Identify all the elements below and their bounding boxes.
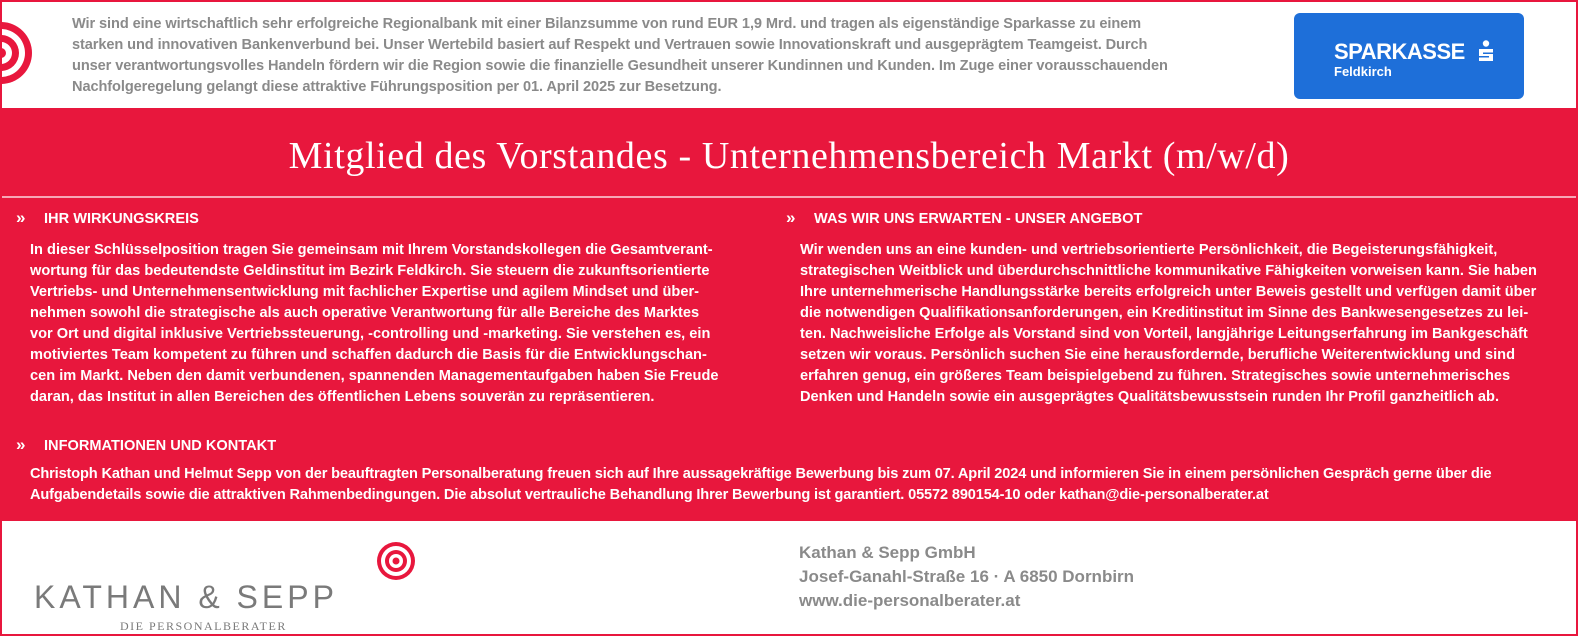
body-line: Christoph Kathan und Helmut Sepp von der beauftragten Personalberatung freuen sich auf Ihre aussagekräftige Bewerbung bis zum 07. April 2024 und informieren Sie in einem persönlichen Gespräch gerne über die xyxy=(30,466,1492,482)
intro-text xyxy=(72,14,1272,98)
section-heading-angebot xyxy=(786,208,1142,228)
title-band xyxy=(2,108,1576,198)
logo-sub: Feldkirch xyxy=(1334,64,1392,79)
body-line: Ihre unternehmerische Handlungsstärke bereits erfolgreich unter Beweis gestellt und verfügen damit über xyxy=(800,284,1537,300)
body-line: In dieser Schlüsselposition tragen Sie gemeinsam mit Ihrem Vorstandskollegen die Gesamtverant- xyxy=(30,242,713,258)
body-line: daran, das Institut in allen Bereichen des öffentlichen Lebens souverän zu repräsentieren. xyxy=(30,389,655,405)
body-line: wortung für das bedeutendste Geldinstitut im Bezirk Feldkirch. Sie steuern die zukunftsorientierte xyxy=(30,263,710,279)
company-address xyxy=(799,541,1134,613)
heading-text: INFORMATIONEN UND KONTAKT xyxy=(44,438,277,454)
section-body-wirkungskreis xyxy=(30,240,780,408)
intro-line: Nachfolgeregelung gelangt diese attraktive Führungsposition per 01. April 2025 zur Besetzung. xyxy=(72,79,722,95)
footer xyxy=(2,521,1576,634)
company-tagline: DIE PERSONALBERATER xyxy=(120,619,287,633)
sparkasse-logo xyxy=(1294,13,1524,99)
body-line: erfahren genug, ein größeres Team beispielgebend zu führen. Strategisches sowie unternehmerisches xyxy=(800,368,1511,384)
body-line: Denken und Handeln sowie ein ausgeprägtes Qualitätsbewusstsein runden Ihr Profil ganzheitlich ab. xyxy=(800,389,1500,405)
body-line: vor Ort und digital inklusive Vertriebssteuerung, -controlling und -marketing. Sie verstehen es, ein xyxy=(30,326,711,342)
company-logo-name: KATHAN & SEPP xyxy=(34,579,338,615)
body-line: Aufgabendetails sowie die attraktiven Rahmenbedingungen. Die absolut vertrauliche Behandlung Ihrer Bewerbung ist garantiert. 05572 890154-10 oder kathan@die-personalberater.at xyxy=(30,487,1269,503)
address-website[interactable]: www.die-personalberater.at xyxy=(799,591,1021,610)
double-chevron-icon: » xyxy=(16,435,26,454)
double-chevron-icon: » xyxy=(16,208,26,227)
intro-line: unser verantwortungsvolles Handeln fördern wir die Region sowie die finanzielle Gesundheit unserer Kundinnen und Kunden. Im Zuge einer vorausschauenden xyxy=(72,58,1168,74)
heading-text: IHR WIRKUNGSKREIS xyxy=(44,211,199,227)
page-title: Mitglied des Vorstandes - Unternehmensbereich Markt (m/w/d) xyxy=(288,135,1290,177)
intro-line: starken und innovativen Bankenverbund bei. Unser Wertebild basiert auf Respekt und Vertrauen sowie Innovationskraft und ausgeprägtem Teamgeist. Durch xyxy=(72,37,1148,53)
logo-name: SPARKASSE xyxy=(1334,39,1465,64)
double-chevron-icon: » xyxy=(786,208,796,227)
intro-line: Wir sind eine wirtschaftlich sehr erfolgreiche Regionalbank mit einer Bilanzsumme von rund EUR 1,9 Mrd. und tragen als eigenständige Sparkasse zu einem xyxy=(72,16,1142,32)
heading-text: WAS WIR UNS ERWARTEN - UNSER ANGEBOT xyxy=(814,211,1143,227)
body-line: strategischen Weitblick und überdurchschnittliche kommunikative Fähigkeiten vorweisen kann. Sie haben xyxy=(800,263,1537,279)
body-line: motiviertes Team kompetent zu führen und schaffen dadurch die Basis für die Entwicklungschan- xyxy=(30,347,707,363)
body-line: ten. Nachweisliche Erfolge als Vorstand sind von Vorteil, langjährige Leitungserfahrung im Bankgeschäft xyxy=(800,326,1528,342)
body-line: Vertriebs- und Unternehmensentwicklung mit fachlicher Expertise und agilem Mindset und über- xyxy=(30,284,699,300)
body-line: cen im Markt. Neben den damit verbundenen, spannenden Managementaufgaben haben Sie Freude xyxy=(30,368,719,384)
body-line: nehmen sowohl die strategische als auch operative Verantwortung für alle Bereiche des Marktes xyxy=(30,305,700,321)
section-body-kontakt xyxy=(30,464,1570,506)
target-icon xyxy=(0,20,34,86)
address-street: Josef-Ganahl-Straße 16 · A 6850 Dornbirn xyxy=(799,567,1135,586)
body-line: die notwendigen Qualifikationsanforderungen, ein Kreditinstitut im Sinne des Bankwesengesetzes zu lei- xyxy=(800,305,1529,321)
address-company: Kathan & Sepp GmbH xyxy=(799,543,976,562)
sparkasse-s-icon xyxy=(1476,40,1496,62)
body-line: setzen wir voraus. Persönlich suchen Sie eine herausfordernde, berufliche Weiterentwicklung und sind xyxy=(800,347,1516,363)
kathan-sepp-logo xyxy=(34,541,454,631)
section-heading-wirkungskreis xyxy=(16,208,199,228)
body-line: Wir wenden uns an eine kunden- und vertriebsorientierte Persönlichkeit, die Begeisterungsfähigkeit, xyxy=(800,242,1498,258)
intro-band xyxy=(2,2,1576,108)
section-body-angebot xyxy=(800,240,1570,408)
section-heading-kontakt xyxy=(16,435,276,455)
target-icon xyxy=(376,541,416,581)
